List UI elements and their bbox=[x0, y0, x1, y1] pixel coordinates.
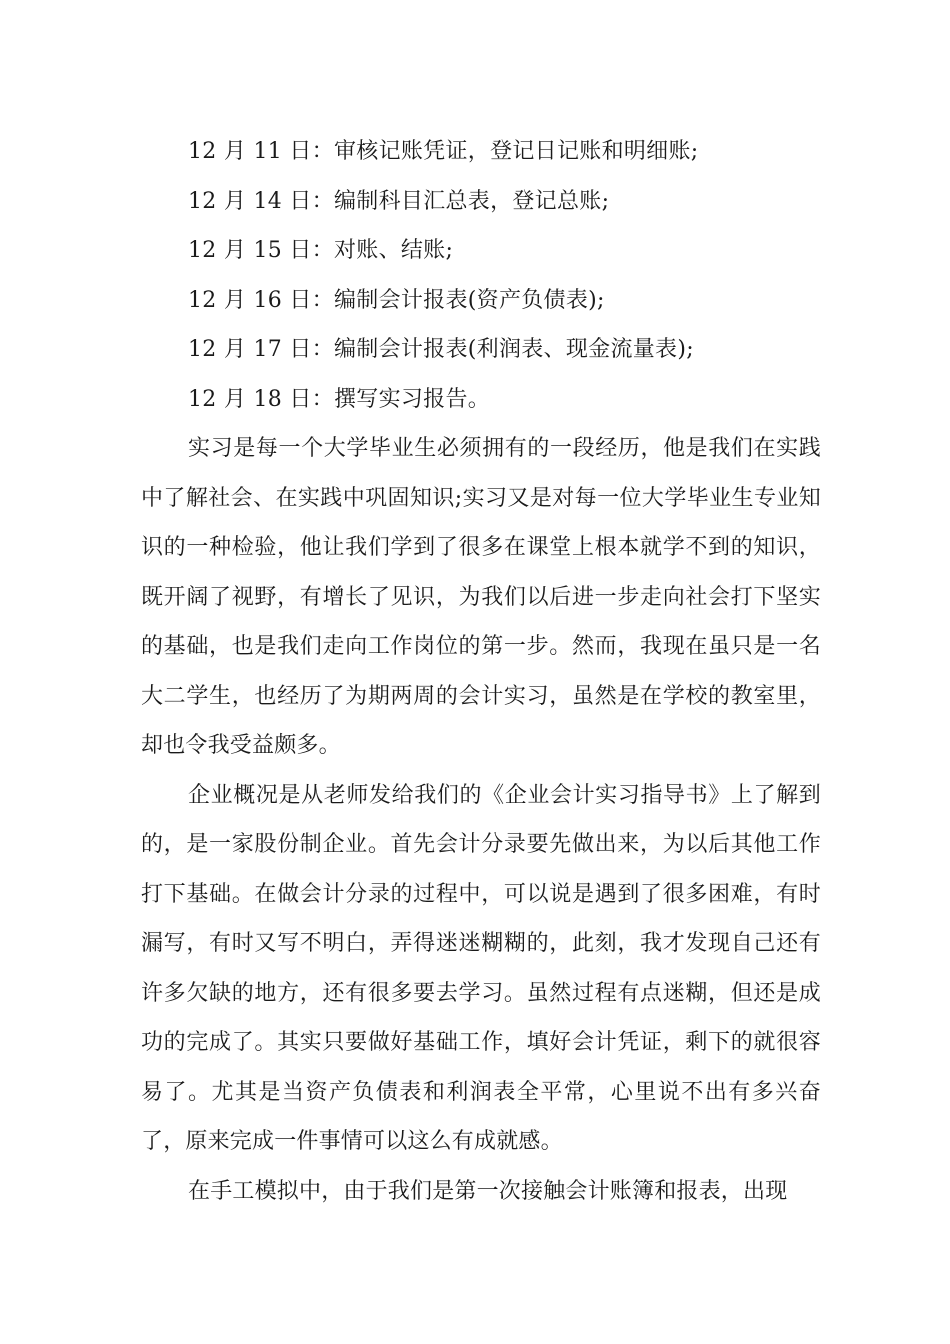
paragraph-manual-simulation: 在手工模拟中，由于我们是第一次接触会计账簿和报表，出现 bbox=[188, 1178, 788, 1204]
paragraph-company-overview: 企业概况是从老师发给我们的《企业会计实习指导书》上了解到的，是一家股份制企业。首先会计分录要先做出来，为以后其他工作打下基础。在做会计分录的过程中，可以说是遇到了很多困难，有时漏写，有时又写不明白，弄得迷迷糊糊的，此刻，我才发现自己还有许多欠缺的地方，还有很多要去学习。虽然过程有点迷糊，但还是成功的完成了。其实只要做好基础工作，填好会计凭证，剩下的就很容易了。尤其是当资产负债表和利润表全平常，心里说不出有多兴奋了，原来完成一件事情可以这么有成就感。 bbox=[141, 782, 821, 1154]
paragraph-internship-significance: 实习是每一个大学毕业生必须拥有的一段经历，他是我们在实践中了解社会、在实践中巩固知识;实习又是对每一位大学毕业生专业知识的一种检验，他让我们学到了很多在课堂上根本就学不到的知识，既开阔了视野，有增长了见识，为我们以后进一步走向社会打下坚实的基础，也是我们走向工作岗位的第一步。然而，我现在虽只是一名大二学生，也经历了为期两周的会计实习，虽然是在学校的教室里，却也令我受益颇多。 bbox=[141, 436, 821, 758]
schedule-line-dec-17: 12 月 17 日：编制会计报表(利润表、现金流量表); bbox=[188, 337, 694, 362]
schedule-line-dec-16: 12 月 16 日：编制会计报表(资产负债表); bbox=[188, 287, 605, 313]
document-body bbox=[141, 127, 821, 1216]
schedule-line-dec-14: 12 月 14 日：编制科目汇总表，登记总账; bbox=[188, 188, 610, 214]
schedule-line-dec-11: 12 月 11 日：审核记账凭证，登记日记账和明细账; bbox=[188, 139, 699, 164]
schedule-line-dec-15: 12 月 15 日：对账、结账; bbox=[188, 238, 454, 263]
schedule-line-dec-18: 12 月 18 日：撰写实习报告。 bbox=[188, 386, 491, 412]
